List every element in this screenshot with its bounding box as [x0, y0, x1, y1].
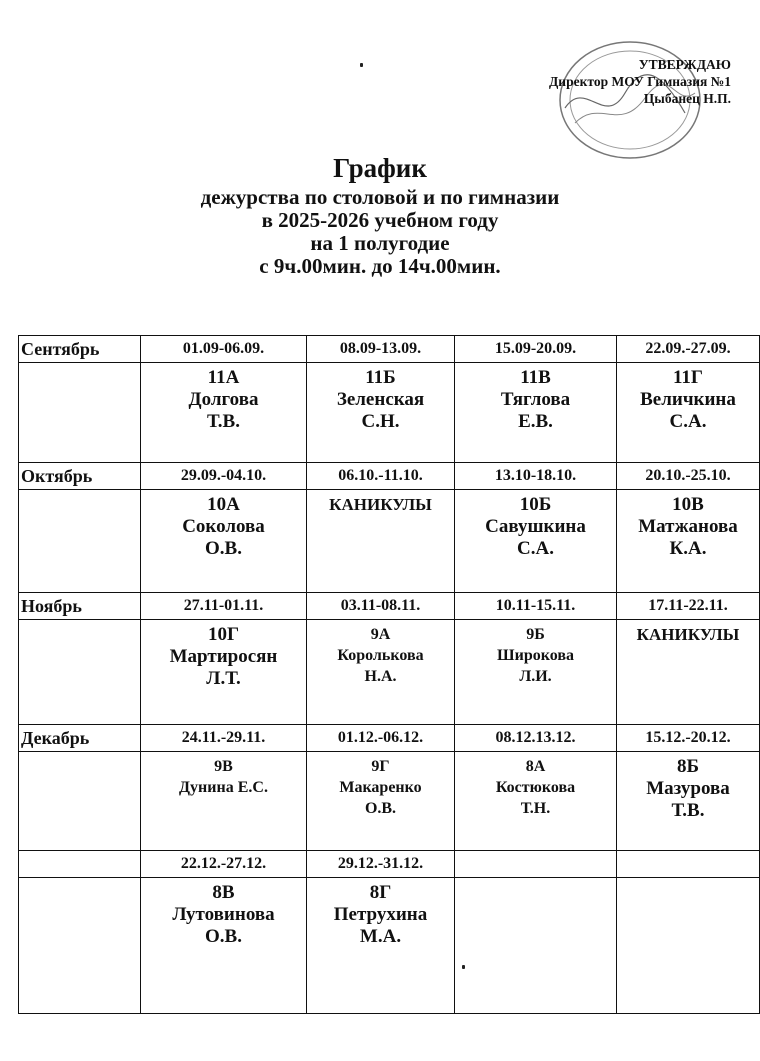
speck: [462, 965, 465, 969]
teacher-surname: Долгова: [188, 389, 259, 410]
week-dates: 29.12.-31.12.: [307, 851, 455, 878]
teacher-surname: Величкина: [640, 389, 736, 410]
week-dates: 03.11-08.11.: [307, 593, 455, 620]
month-header-row: [19, 593, 760, 620]
teacher-initials: Л.И.: [519, 668, 552, 685]
class-name: 9Г: [371, 758, 390, 775]
teacher-initials: М.А.: [359, 926, 402, 947]
duty-cell: [141, 620, 307, 725]
week-dates: 01.09-06.09.: [141, 336, 307, 363]
month-header-row: [19, 336, 760, 363]
duty-cell: [617, 878, 760, 1014]
week-dates: 15.09-20.09.: [455, 336, 617, 363]
month-spacer-cell: [19, 878, 141, 1014]
duty-cell: [617, 363, 760, 463]
teacher-initials: О.В.: [205, 538, 242, 559]
teacher-surname: Мазурова: [646, 778, 730, 799]
class-name: 11А: [207, 367, 240, 388]
class-name: 10А: [207, 494, 240, 515]
class-name: 8А: [525, 758, 546, 775]
duty-cell: [307, 363, 455, 463]
month-header-row: [19, 463, 760, 490]
holiday-note: КАНИКУЛЫ: [636, 625, 740, 644]
week-dates: [455, 851, 617, 878]
teacher-surname: Савушкина: [485, 516, 586, 537]
document-title: [80, 150, 680, 278]
duty-cell: [617, 752, 760, 851]
duty-cell: [307, 752, 455, 851]
week-dates: 13.10-18.10.: [455, 463, 617, 490]
month-spacer-cell: [19, 490, 141, 593]
teacher-surname: Матжанова: [638, 516, 738, 537]
duty-row: [19, 878, 760, 1014]
title-line-1: дежурства по столовой и по гимназии: [200, 185, 560, 209]
duty-cell: [455, 878, 617, 1014]
month-spacer-cell: [19, 752, 141, 851]
teacher-surname: Широкова: [497, 647, 574, 664]
teacher-initials: Л.Т.: [206, 668, 241, 689]
week-dates: 08.09-13.09.: [307, 336, 455, 363]
duty-cell: [307, 878, 455, 1014]
month-label: Декабрь: [19, 725, 141, 752]
duty-cell: [141, 363, 307, 463]
teacher-surname: Петрухина: [333, 904, 428, 925]
month-label: Сентябрь: [19, 336, 141, 363]
class-name: 10Б: [519, 494, 552, 515]
title-line-3: на 1 полугодие: [310, 231, 450, 255]
teacher-surname: Мартиросян: [169, 646, 278, 667]
class-name: 8Б: [676, 756, 700, 777]
week-dates: 20.10.-25.10.: [617, 463, 760, 490]
title-line-4: с 9ч.00мин. до 14ч.00мин.: [259, 254, 501, 278]
week-dates: 27.11-01.11.: [141, 593, 307, 620]
week-dates: 22.09.-27.09.: [617, 336, 760, 363]
month-spacer-cell: [19, 363, 141, 463]
approval-heading: УТВЕРЖДАЮ: [638, 57, 731, 72]
duty-cell: [141, 752, 307, 851]
duty-row: [19, 620, 760, 725]
approval-signatory: Цыбанец Н.П.: [643, 91, 731, 106]
approval-block: [506, 56, 731, 107]
month-header-row: [19, 725, 760, 752]
class-name: 11Б: [365, 367, 396, 388]
duty-cell: [307, 620, 455, 725]
teacher-surname: Зеленская: [336, 389, 425, 410]
teacher-initials: Т.В.: [207, 411, 240, 432]
week-dates: 24.11.-29.11.: [141, 725, 307, 752]
week-dates: 10.11-15.11.: [455, 593, 617, 620]
teacher-initials: С.А.: [669, 411, 707, 432]
duty-cell: [307, 490, 455, 593]
duty-cell: [455, 752, 617, 851]
class-name: 9Б: [526, 626, 545, 643]
duty-cell: [617, 620, 760, 725]
teacher-initials: С.Н.: [361, 411, 400, 432]
class-name: 8Г: [369, 882, 392, 903]
class-name: 10Г: [207, 624, 240, 645]
teacher-surname: Королькова: [337, 647, 424, 664]
teacher-initials: Т.В.: [671, 800, 705, 821]
duty-cell: [617, 490, 760, 593]
title-main: График: [333, 153, 427, 183]
duty-row: [19, 490, 760, 593]
duty-cell: [455, 363, 617, 463]
class-name: 11Г: [672, 367, 704, 388]
teacher-initials: К.А.: [669, 538, 707, 559]
week-dates: 22.12.-27.12.: [141, 851, 307, 878]
week-dates: 06.10.-11.10.: [307, 463, 455, 490]
week-dates: 29.09.-04.10.: [141, 463, 307, 490]
class-name: 9В: [214, 758, 233, 775]
teacher-surname: Тяглова: [500, 389, 571, 410]
duty-row: [19, 363, 760, 463]
teacher-surname: Соколова: [182, 516, 265, 537]
duty-schedule-table: [18, 335, 760, 1014]
month-label: Ноябрь: [19, 593, 141, 620]
week-dates: 15.12.-20.12.: [617, 725, 760, 752]
speck: [360, 63, 363, 67]
title-line-2: в 2025-2026 учебном году: [261, 208, 499, 232]
teacher-initials: О.В.: [205, 926, 242, 947]
teacher-initials: Е.В.: [518, 411, 553, 432]
duty-cell: [141, 490, 307, 593]
week-dates: 17.11-22.11.: [617, 593, 760, 620]
week-dates: 08.12.13.12.: [455, 725, 617, 752]
teacher-initials: Н.А.: [364, 668, 397, 685]
holiday-note: КАНИКУЛЫ: [329, 495, 432, 514]
teacher-surname: Макаренко: [339, 779, 422, 796]
teacher-initials: С.А.: [517, 538, 554, 559]
class-name: 8В: [212, 882, 235, 903]
teacher-surname: Дунина Е.С.: [179, 779, 268, 796]
class-name: 10В: [672, 494, 704, 515]
teacher-surname: Лутовинова: [172, 904, 275, 925]
duty-row: [19, 752, 760, 851]
teacher-surname: Костюкова: [495, 779, 576, 796]
month-header-row: [19, 851, 760, 878]
teacher-initials: Т.Н.: [520, 800, 551, 817]
month-label: [19, 851, 141, 878]
month-label: Октябрь: [19, 463, 141, 490]
class-name: 11В: [520, 367, 551, 388]
duty-cell: [141, 878, 307, 1014]
month-spacer-cell: [19, 620, 141, 725]
approval-position: Директор МОУ Гимназия №1: [549, 74, 731, 89]
week-dates: [617, 851, 760, 878]
duty-cell: [455, 490, 617, 593]
teacher-initials: О.В.: [364, 800, 397, 817]
duty-cell: [455, 620, 617, 725]
week-dates: 01.12.-06.12.: [307, 725, 455, 752]
class-name: 9А: [370, 626, 391, 643]
